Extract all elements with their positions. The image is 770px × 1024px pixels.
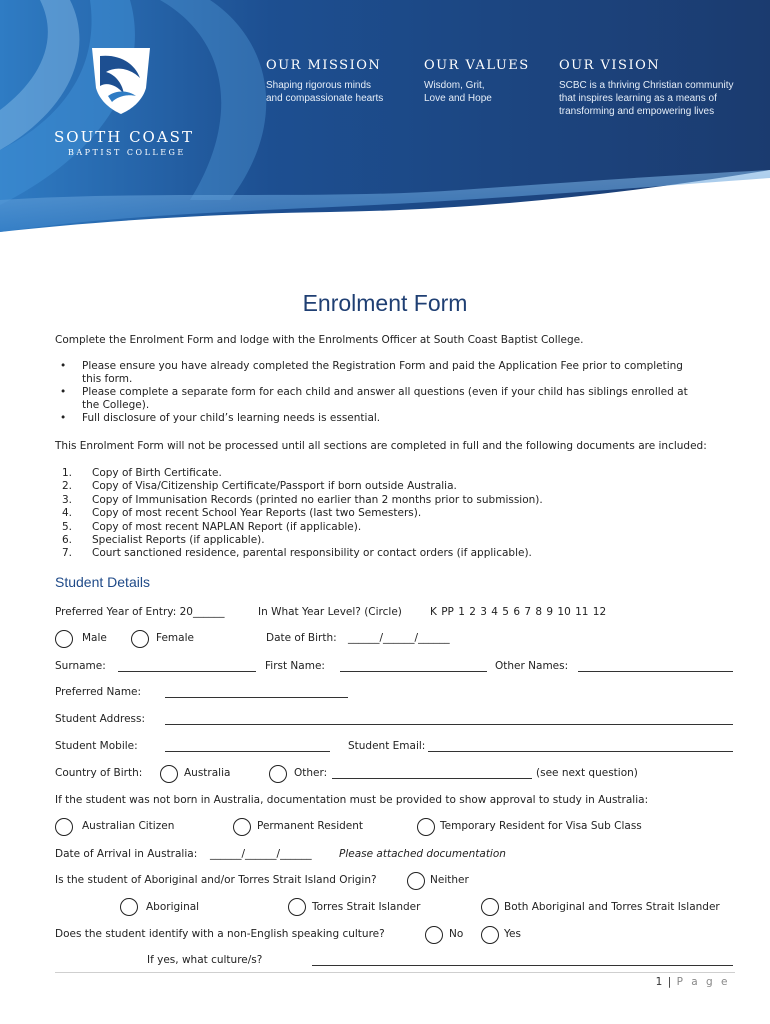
instruction-list (55, 360, 745, 425)
list-item: 4. Copy of most recent School Year Reports (last two Semesters). (62, 507, 422, 520)
preferred-name-field[interactable] (165, 697, 348, 698)
aboriginal-label: Aboriginal (146, 901, 200, 913)
female-label: Female (156, 632, 194, 644)
mobile-field[interactable] (165, 751, 330, 752)
dob-field[interactable]: ______/______/______ (348, 632, 450, 644)
attach-note: Please attached documentation (339, 848, 506, 860)
student-details-heading: Student Details (55, 574, 150, 590)
preferred-name-label: Preferred Name: (55, 686, 142, 698)
intro-text: Complete the Enrolment Form and lodge with the Enrolments Officer at South Coast Baptist College. (55, 334, 584, 346)
culture-label: If yes, what culture/s? (147, 954, 263, 966)
list-item: 6. Specialist Reports (if applicable). (62, 534, 265, 547)
values-block (424, 58, 530, 105)
no-radio[interactable] (425, 926, 443, 944)
surname-label: Surname: (55, 660, 106, 672)
citizen-radio[interactable] (55, 818, 73, 836)
form-title: Enrolment Form (302, 290, 468, 316)
values-line-1: Wisdom, Grit, (424, 80, 485, 91)
arrival-field[interactable]: ______/______/______ (210, 848, 312, 860)
mission-line-2: and compassionate hearts (266, 93, 384, 104)
surname-field[interactable] (118, 671, 256, 672)
mission-line-1: Shaping rigorous minds (266, 80, 372, 91)
list-item: • Full disclosure of your child’s learning needs is essential. (55, 412, 745, 425)
email-label: Student Email: (348, 740, 426, 752)
list-item: 7. Court sanctioned residence, parental responsibility or contact orders (if applicable). (62, 547, 532, 560)
first-name-field[interactable] (340, 671, 487, 672)
australia-label: Australia (184, 767, 231, 779)
tsi-label: Torres Strait Islander (312, 901, 421, 913)
list-item: • Please ensure you have already completed the Registration Form and paid the Application Fee prior to completing this form. (55, 360, 745, 386)
address-label: Student Address: (55, 713, 146, 725)
documents-intro: This Enrolment Form will not be processed until all sections are completed in full and the following documents are included: (55, 440, 707, 452)
see-next-note: (see next question) (536, 767, 638, 779)
neither-label: Neither (430, 874, 469, 886)
vision-line-3: transforming and empowering lives (559, 106, 715, 117)
other-country-label: Other: (294, 767, 328, 779)
vision-block (559, 58, 734, 118)
aboriginal-question: Is the student of Aboriginal and/or Torres Strait Island Origin? (55, 874, 377, 886)
vision-heading: OUR VISION (559, 58, 661, 73)
both-radio[interactable] (481, 898, 499, 916)
first-name-label: First Name: (265, 660, 325, 672)
list-item: 3. Copy of Immunisation Records (printed no earlier than 2 months prior to submission). (62, 493, 543, 506)
list-item: 2. Copy of Visa/Citizenship Certificate/Passport if born outside Australia. (62, 480, 457, 493)
banner-background (0, 0, 770, 240)
page-number: 1 | P a g e (655, 976, 730, 988)
header-banner (0, 0, 770, 240)
mission-block (266, 58, 383, 105)
school-name: SOUTH COAST (54, 128, 194, 146)
permanent-label: Permanent Resident (257, 820, 364, 832)
neither-radio[interactable] (407, 872, 425, 890)
other-names-field[interactable] (578, 671, 733, 672)
list-item: 5. Copy of most recent NAPLAN Report (if applicable). (62, 520, 362, 533)
email-field[interactable] (428, 751, 733, 752)
female-radio[interactable] (131, 630, 149, 648)
both-label: Both Aboriginal and Torres Strait Islander (504, 901, 720, 913)
tsi-radio[interactable] (288, 898, 306, 916)
culture-field[interactable] (312, 965, 733, 966)
temporary-label: Temporary Resident for Visa Sub Class (440, 820, 642, 832)
male-radio[interactable] (55, 630, 73, 648)
aboriginal-radio[interactable] (120, 898, 138, 916)
vision-line-1: SCBC is a thriving Christian community (559, 80, 734, 91)
values-line-2: Love and Hope (424, 93, 492, 104)
other-names-label: Other Names: (495, 660, 569, 672)
mobile-label: Student Mobile: (55, 740, 138, 752)
australia-radio[interactable] (160, 765, 178, 783)
footer-divider (55, 972, 735, 973)
permanent-radio[interactable] (233, 818, 251, 836)
yes-label: Yes (504, 928, 521, 940)
dob-label: Date of Birth: (266, 632, 337, 644)
address-field[interactable] (165, 724, 733, 725)
country-label: Country of Birth: (55, 767, 143, 779)
values-heading: OUR VALUES (424, 58, 530, 73)
year-level-label: In What Year Level? (Circle) (258, 606, 402, 618)
arrival-label: Date of Arrival in Australia: (55, 848, 198, 860)
yes-radio[interactable] (481, 926, 499, 944)
list-item: 1. Copy of Birth Certificate. (62, 467, 222, 479)
citizen-label: Australian Citizen (82, 820, 175, 832)
not-born-note: If the student was not born in Australia, documentation must be provided to show approval to study in Australia: (55, 794, 649, 806)
temporary-radio[interactable] (417, 818, 435, 836)
year-level-options[interactable]: K PP 1 2 3 4 5 6 7 8 9 10 11 12 (430, 606, 607, 618)
college-logo (86, 44, 156, 119)
list-item: • Please complete a separate form for each child and answer all questions (even if your child has siblings enrolled at the College). (55, 386, 745, 412)
mission-heading: OUR MISSION (266, 58, 382, 73)
documents-list (62, 467, 543, 561)
school-subtitle: BAPTIST COLLEGE (68, 148, 186, 157)
other-country-field[interactable] (332, 778, 532, 779)
vision-line-2: that inspires learning as a means of (559, 93, 717, 104)
non-english-question: Does the student identify with a non-English speaking culture? (55, 928, 385, 940)
other-country-radio[interactable] (269, 765, 287, 783)
no-label: No (449, 928, 464, 940)
preferred-year-label[interactable]: Preferred Year of Entry: 20______ (55, 606, 225, 618)
male-label: Male (82, 632, 107, 644)
